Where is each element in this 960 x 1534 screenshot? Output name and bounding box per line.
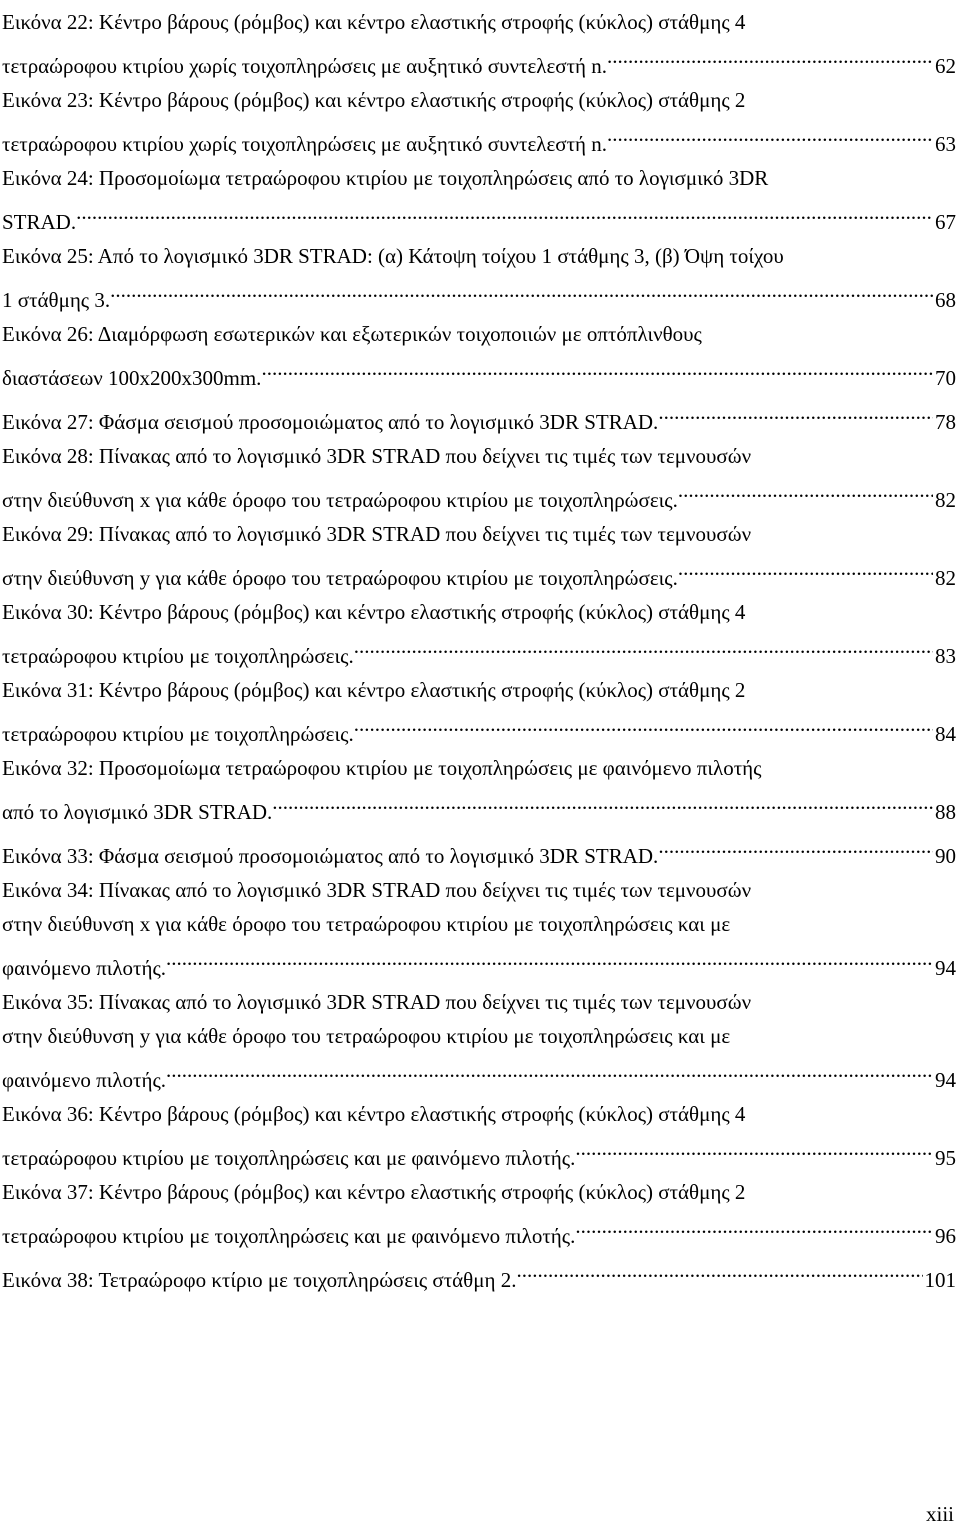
dot-leader [658, 395, 933, 429]
toc-entry-text: φαινόμενο πιλοτής. [2, 956, 167, 980]
toc-entry-last-line [2, 1253, 956, 1297]
toc-entry-line: Εικόνα 25: Από το λογισμικό 3DR STRAD: (α) Κάτοψη τοίχου 1 στάθμης 3, (β) Όψη τοίχου [2, 244, 784, 268]
toc-entry-text: Εικόνα 27: Φάσμα σεισμού προσομοιώματος από το λογισμικό 3DR STRAD. [2, 410, 659, 434]
toc-entry[interactable] [2, 985, 956, 1097]
toc-entry[interactable] [2, 829, 956, 873]
toc-entry-line: Εικόνα 28: Πίνακας από το λογισμικό 3DR STRAD που δείχνει τις τιμές των τεμνουσών [2, 444, 752, 468]
toc-entry[interactable] [2, 1253, 956, 1297]
toc-entry-last-line [2, 195, 956, 239]
toc-entry[interactable] [2, 673, 956, 751]
toc-entry-text: τετραώροφου κτιρίου χωρίς τοιχοπληρώσεις με αυξητικό συντελεστή n. [2, 132, 608, 156]
dot-leader [516, 1253, 922, 1287]
toc-entry-page: 82 [933, 483, 956, 517]
toc-entry-line: Εικόνα 30: Κέντρο βάρους (ρόμβος) και κέντρο ελαστικής στροφής (κύκλος) στάθμης 4 [2, 600, 746, 624]
toc-entry[interactable] [2, 317, 956, 395]
toc-entry[interactable] [2, 161, 956, 239]
dot-leader [575, 1131, 933, 1165]
toc-entry-line: Εικόνα 22: Κέντρο βάρους (ρόμβος) και κέντρο ελαστικής στροφής (κύκλος) στάθμης 4 [2, 10, 746, 34]
toc-entry-page: 67 [933, 205, 956, 239]
toc-entry-page: 94 [933, 1063, 956, 1097]
toc-entry-page: 83 [933, 639, 956, 673]
toc-entry-last-line [2, 351, 956, 395]
list-of-figures [2, 5, 956, 1297]
dot-leader [678, 473, 933, 507]
toc-entry-text: STRAD. [2, 210, 77, 234]
toc-entry-text: στην διεύθυνση y για κάθε όροφο του τετραώροφου κτιρίου με τοιχοπληρώσεις. [2, 566, 678, 590]
toc-entry[interactable] [2, 517, 956, 595]
toc-entry[interactable] [2, 1175, 956, 1253]
toc-entry-line: Εικόνα 34: Πίνακας από το λογισμικό 3DR STRAD που δείχνει τις τιμές των τεμνουσών [2, 878, 752, 902]
toc-entry-page: 90 [933, 839, 956, 873]
page-number: xiii [925, 1502, 954, 1526]
toc-entry-page: 84 [933, 717, 956, 751]
toc-entry-text: τετραώροφου κτιρίου με τοιχοπληρώσεις και με φαινόμενο πιλοτής. [2, 1224, 576, 1248]
dot-leader [575, 1209, 933, 1243]
dot-leader [76, 195, 933, 229]
toc-entry-text: τετραώροφου κτιρίου με τοιχοπληρώσεις. [2, 722, 354, 746]
toc-entry-line: Εικόνα 26: Διαμόρφωση εσωτερικών και εξωτερικών τοιχοποιιών με οπτόπλινθους [2, 322, 702, 346]
toc-entry-text: τετραώροφου κτιρίου με τοιχοπληρώσεις. [2, 644, 354, 668]
dot-leader [354, 707, 933, 741]
toc-entry-last-line [2, 1131, 956, 1175]
toc-entry-last-line [2, 117, 956, 161]
toc-entry-text: Εικόνα 38: Τετραώροφο κτίριο με τοιχοπληρώσεις στάθμη 2. [2, 1268, 517, 1292]
toc-entry-line: Εικόνα 37: Κέντρο βάρους (ρόμβος) και κέντρο ελαστικής στροφής (κύκλος) στάθμης 2 [2, 1180, 746, 1204]
toc-entry-page: 101 [923, 1263, 957, 1297]
toc-entry[interactable] [2, 239, 956, 317]
toc-entry-page: 95 [933, 1141, 956, 1175]
toc-entry-text: φαινόμενο πιλοτής. [2, 1068, 167, 1092]
toc-entry-last-line [2, 941, 956, 985]
toc-entry-text: Εικόνα 33: Φάσμα σεισμού προσομοιώματος από το λογισμικό 3DR STRAD. [2, 844, 659, 868]
toc-entry-text: τετραώροφου κτιρίου χωρίς τοιχοπληρώσεις με αυξητικό συντελεστή n. [2, 54, 608, 78]
toc-entry-line: Εικόνα 24: Προσομοίωμα τετραώροφου κτιρίου με τοιχοπληρώσεις από το λογισμικό 3DR [2, 166, 769, 190]
dot-leader [166, 1053, 933, 1087]
toc-entry-last-line [2, 1053, 956, 1097]
toc-entry-line: Εικόνα 36: Κέντρο βάρους (ρόμβος) και κέντρο ελαστικής στροφής (κύκλος) στάθμης 4 [2, 1102, 746, 1126]
toc-entry-last-line [2, 395, 956, 439]
toc-entry-last-line [2, 785, 956, 829]
toc-entry-page: 62 [933, 49, 956, 83]
toc-entry-last-line [2, 1209, 956, 1253]
toc-entry-line: στην διεύθυνση x για κάθε όροφο του τετραώροφου κτιρίου με τοιχοπληρώσεις και με [2, 912, 731, 936]
toc-entry[interactable] [2, 439, 956, 517]
toc-entry-page: 88 [933, 795, 956, 829]
toc-entry-page: 82 [933, 561, 956, 595]
toc-entry-text: τετραώροφου κτιρίου με τοιχοπληρώσεις και με φαινόμενο πιλοτής. [2, 1146, 576, 1170]
dot-leader [272, 785, 933, 819]
dot-leader [166, 941, 933, 975]
toc-entry-text: από το λογισμικό 3DR STRAD. [2, 800, 273, 824]
toc-entry-line: στην διεύθυνση y για κάθε όροφο του τετραώροφου κτιρίου με τοιχοπληρώσεις και με [2, 1024, 731, 1048]
toc-entry[interactable] [2, 83, 956, 161]
dot-leader [110, 273, 933, 307]
toc-entry-page: 68 [933, 283, 956, 317]
dot-leader [354, 629, 933, 663]
toc-entry[interactable] [2, 395, 956, 439]
dot-leader [678, 551, 933, 585]
dot-leader [658, 829, 933, 863]
toc-entry[interactable] [2, 751, 956, 829]
dot-leader [607, 117, 933, 151]
toc-entry-line: Εικόνα 32: Προσομοίωμα τετραώροφου κτιρίου με τοιχοπληρώσεις με φαινόμενο πιλοτής [2, 756, 762, 780]
toc-entry[interactable] [2, 595, 956, 673]
toc-entry-text: 1 στάθμης 3. [2, 288, 111, 312]
toc-entry-page: 96 [933, 1219, 956, 1253]
toc-entry-last-line [2, 39, 956, 83]
toc-entry-last-line [2, 707, 956, 751]
toc-entry-line: Εικόνα 29: Πίνακας από το λογισμικό 3DR STRAD που δείχνει τις τιμές των τεμνουσών [2, 522, 752, 546]
toc-entry[interactable] [2, 1097, 956, 1175]
toc-entry-page: 70 [933, 361, 956, 395]
toc-entry-page: 78 [933, 405, 956, 439]
toc-entry-page: 63 [933, 127, 956, 161]
dot-leader [261, 351, 933, 385]
toc-entry-last-line [2, 551, 956, 595]
toc-entry-line: Εικόνα 35: Πίνακας από το λογισμικό 3DR STRAD που δείχνει τις τιμές των τεμνουσών [2, 990, 752, 1014]
toc-entry-last-line [2, 829, 956, 873]
toc-entry-last-line [2, 273, 956, 317]
dot-leader [607, 39, 933, 73]
toc-entry-text: διαστάσεων 100x200x300mm. [2, 366, 262, 390]
toc-entry[interactable] [2, 873, 956, 985]
toc-entry-page: 94 [933, 951, 956, 985]
toc-entry-line: Εικόνα 23: Κέντρο βάρους (ρόμβος) και κέντρο ελαστικής στροφής (κύκλος) στάθμης 2 [2, 88, 746, 112]
toc-entry-last-line [2, 629, 956, 673]
toc-entry-line: Εικόνα 31: Κέντρο βάρους (ρόμβος) και κέντρο ελαστικής στροφής (κύκλος) στάθμης 2 [2, 678, 746, 702]
toc-entry[interactable] [2, 5, 956, 83]
toc-entry-text: στην διεύθυνση x για κάθε όροφο του τετραώροφου κτιρίου με τοιχοπληρώσεις. [2, 488, 678, 512]
toc-entry-last-line [2, 473, 956, 517]
